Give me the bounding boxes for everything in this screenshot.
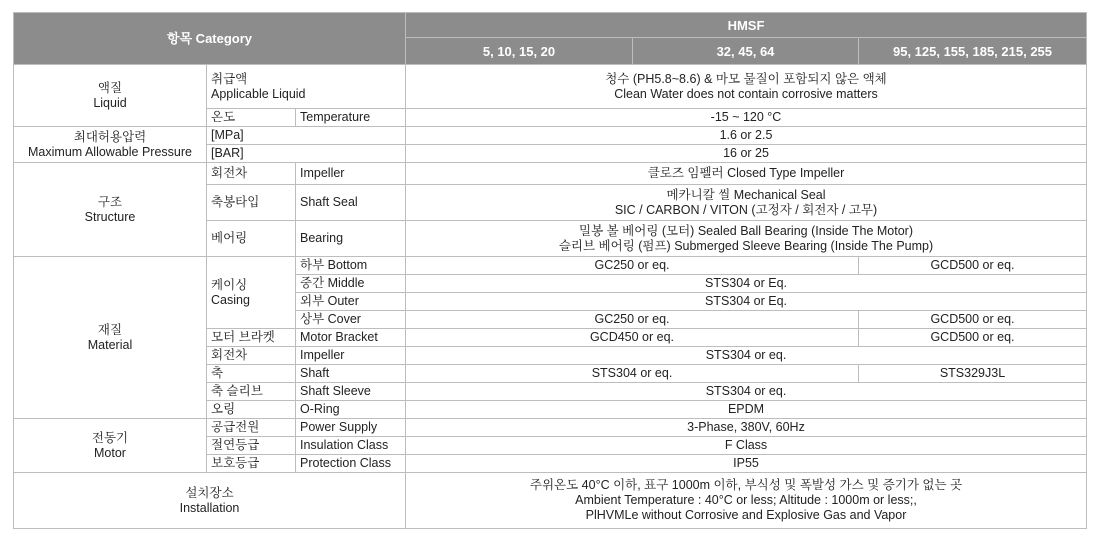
impeller-label-en: Impeller	[296, 163, 406, 185]
table-row	[14, 163, 1087, 185]
insulation-value: F Class	[406, 437, 1087, 455]
shaft-sleeve-value: STS304 or eq.	[406, 383, 1087, 401]
oring-label-ko: 오링	[207, 401, 296, 419]
applicable-liquid-label: 취급액 Applicable Liquid	[207, 65, 406, 109]
group-motor: 전동기 Motor	[14, 419, 207, 473]
shaft-label-en: Shaft	[296, 365, 406, 383]
motor-bracket-value-a: GCD450 or eq.	[406, 329, 859, 347]
spec-table	[13, 12, 1087, 529]
pressure-bar-value: 16 or 25	[406, 145, 1087, 163]
oring-label-en: O-Ring	[296, 401, 406, 419]
material-impeller-value: STS304 or eq.	[406, 347, 1087, 365]
shaft-sleeve-label-ko: 축 슬리브	[207, 383, 296, 401]
shaft-value-b: STS329J3L	[859, 365, 1087, 383]
bearing-label-ko: 베어링	[207, 221, 296, 257]
group-structure: 구조 Structure	[14, 163, 207, 257]
motor-bracket-value-b: GCD500 or eq.	[859, 329, 1087, 347]
power-supply-value: 3-Phase, 380V, 60Hz	[406, 419, 1087, 437]
pressure-mpa-label: [MPa]	[207, 127, 406, 145]
impeller-value: 클로즈 임펠러 Closed Type Impeller	[406, 163, 1087, 185]
temperature-value: -15 ~ 120 °C	[406, 109, 1087, 127]
casing-bottom-label: 하부 Bottom	[296, 257, 406, 275]
header-row	[14, 13, 1087, 38]
category-header: 항목 Category	[14, 13, 406, 65]
table-row	[14, 65, 1087, 109]
material-impeller-label-en: Impeller	[296, 347, 406, 365]
shaft-seal-value: 메카니칼 씰 Mechanical Seal SIC / CARBON / VITON (고정자 / 회전자 / 고무)	[406, 185, 1087, 221]
table-row	[14, 257, 1087, 275]
casing-cover-value-b: GCD500 or eq.	[859, 311, 1087, 329]
protection-label-ko: 보호등급	[207, 455, 296, 473]
material-impeller-label-ko: 회전차	[207, 347, 296, 365]
power-supply-label-ko: 공급전원	[207, 419, 296, 437]
shaft-seal-label-ko: 축봉타입	[207, 185, 296, 221]
casing-label: 케이싱 Casing	[207, 257, 296, 329]
group-pressure: 최대허용압력 Maximum Allowable Pressure	[14, 127, 207, 163]
casing-middle-label: 중간 Middle	[296, 275, 406, 293]
motor-bracket-label-en: Motor Bracket	[296, 329, 406, 347]
casing-outer-label: 외부 Outer	[296, 293, 406, 311]
pressure-mpa-value: 1.6 or 2.5	[406, 127, 1087, 145]
temperature-label-ko: 온도	[207, 109, 296, 127]
oring-value: EPDM	[406, 401, 1087, 419]
group-material: 재질 Material	[14, 257, 207, 419]
model-header: HMSF	[406, 13, 1087, 38]
shaft-value-a: STS304 or eq.	[406, 365, 859, 383]
impeller-label-ko: 회전차	[207, 163, 296, 185]
bearing-label-en: Bearing	[296, 221, 406, 257]
bearing-value: 밀봉 볼 베어링 (모터) Sealed Ball Bearing (Inside The Motor) 슬리브 베어링 (펌프) Submerged Sleeve Bearing (Inside The Pump)	[406, 221, 1087, 257]
power-supply-label-en: Power Supply	[296, 419, 406, 437]
temperature-label-en: Temperature	[296, 109, 406, 127]
casing-cover-label: 상부 Cover	[296, 311, 406, 329]
shaft-sleeve-label-en: Shaft Sleeve	[296, 383, 406, 401]
size-header-3: 95, 125, 155, 185, 215, 255	[859, 38, 1087, 65]
casing-bottom-value-b: GCD500 or eq.	[859, 257, 1087, 275]
size-header-1: 5, 10, 15, 20	[406, 38, 633, 65]
motor-bracket-label-ko: 모터 브라켓	[207, 329, 296, 347]
shaft-label-ko: 축	[207, 365, 296, 383]
table-row	[14, 419, 1087, 437]
applicable-liquid-value: 청수 (PH5.8~8.6) & 마모 물질이 포함되지 않은 액체 Clean Water does not contain corrosive matters	[406, 65, 1087, 109]
table-row	[14, 127, 1087, 145]
casing-bottom-value-a: GC250 or eq.	[406, 257, 859, 275]
casing-cover-value-a: GC250 or eq.	[406, 311, 859, 329]
group-liquid: 액질 Liquid	[14, 65, 207, 127]
shaft-seal-label-en: Shaft Seal	[296, 185, 406, 221]
casing-middle-value: STS304 or Eq.	[406, 275, 1087, 293]
table-row	[14, 473, 1087, 529]
installation-label: 설치장소 Installation	[14, 473, 406, 529]
casing-outer-value: STS304 or Eq.	[406, 293, 1087, 311]
insulation-label-ko: 절연등급	[207, 437, 296, 455]
insulation-label-en: Insulation Class	[296, 437, 406, 455]
protection-label-en: Protection Class	[296, 455, 406, 473]
installation-value: 주위온도 40°C 이하, 표구 1000m 이하, 부식성 및 폭발성 가스 및 증기가 없는 곳 Ambient Temperature : 40°C or less; Altitude : 1000m or less;, PlHVMLe without Corrosive and Explosive Gas and Vapor	[406, 473, 1087, 529]
protection-value: IP55	[406, 455, 1087, 473]
size-header-2: 32, 45, 64	[633, 38, 859, 65]
pressure-bar-label: [BAR]	[207, 145, 406, 163]
